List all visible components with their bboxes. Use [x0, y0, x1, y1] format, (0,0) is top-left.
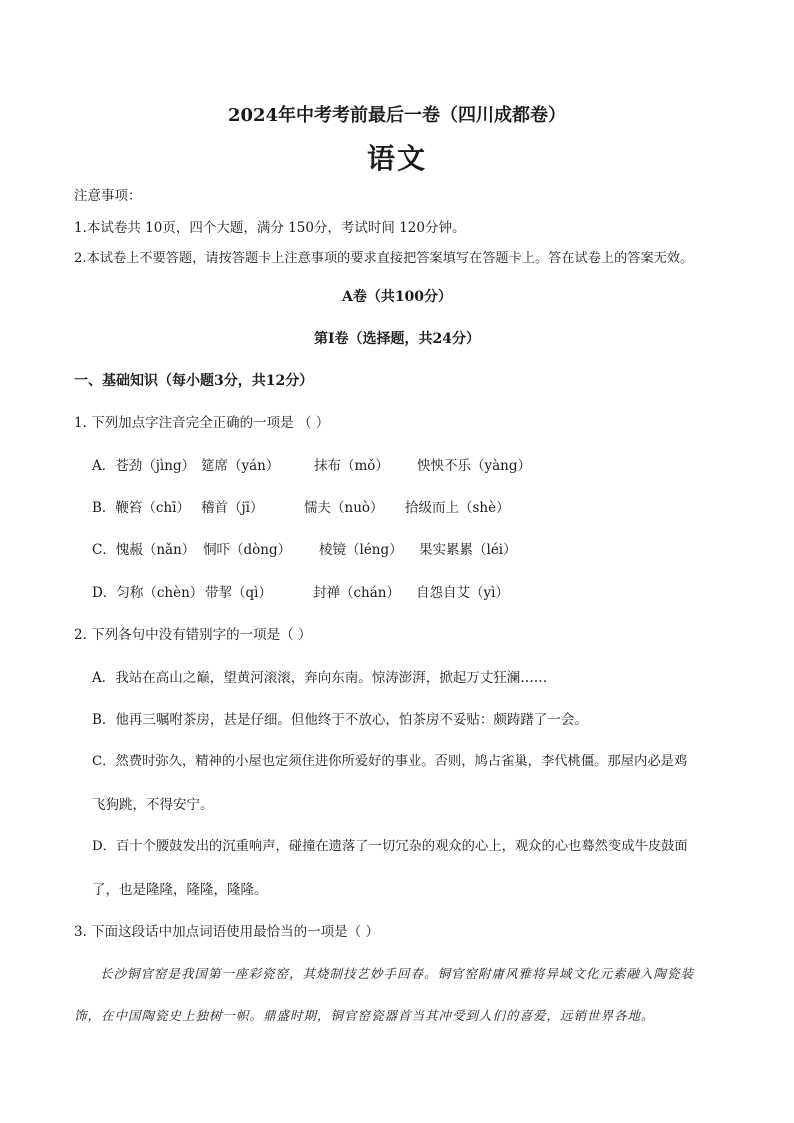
question-2-option-d-continued: 了，也是隆隆，隆隆，隆隆。: [92, 882, 268, 898]
option-word: C．愧赧（nǎn）: [92, 542, 196, 558]
option-word: 带挈（qì）: [205, 585, 272, 601]
question-3-passage-line: 长沙铜官窑是我国第一座彩瓷窑，其烧制技艺妙手回春。铜官窑附庸风雅将异域文化元素融入陶瓷装: [100, 966, 695, 981]
question-2-stem: 2. 下列各句中没有错别字的一项是（ ）: [74, 627, 312, 643]
option-word: 恫吓（dòng）: [203, 542, 292, 558]
option-word: 自怨自艾（yì）: [416, 585, 509, 601]
subject-title: 语文: [366, 142, 427, 175]
question-3-stem: 3. 下面这段话中加点词语使用最恰当的一项是（ ）: [74, 924, 379, 940]
option-word: 抹布（mǒ）: [314, 458, 389, 474]
part-one-heading: 第Ⅰ卷（选择题，共24分）: [313, 331, 481, 347]
question-2-option-c: C．然费时弥久，精神的小屋也定须住进你所爱好的事业。否则，鸠占雀巢，李代桃僵。那屋内必是鸡: [92, 754, 688, 769]
question-3-passage-line: 饰，在中国陶瓷史上独树一帜。鼎盛时期，铜官窑瓷器首当其冲受到人们的喜爱，远销世界各地。: [74, 1008, 655, 1023]
notice-item: 1.本试卷共 10页，四个大题，满分 150分，考试时间 120分钟。: [74, 220, 466, 236]
question-2-option-a: A．我站在高山之巅，望黄河滚滚，奔向东南。惊涛澎湃，掀起万丈狂澜……: [92, 670, 548, 686]
option-word: 棱镜（léng）: [319, 542, 403, 558]
exam-title: 2024年中考考前最后一卷（四川成都卷）: [227, 105, 567, 126]
option-word: 懦夫（nuò）: [304, 500, 384, 516]
notice-item: 2.本试卷上不要答题，请按答题卡上注意事项的要求直接把答案填写在答题卡上。答在试卷上的答案无效。: [74, 251, 694, 266]
question-2-option-d: D．百十个腰鼓发出的沉重响声，碰撞在遗落了一切冗杂的观众的心上，观众的心也蓦然变成牛皮鼓面: [92, 839, 688, 854]
option-word: 封禅（chán）: [313, 585, 400, 601]
option-word: A．苍劲（jìng）: [92, 458, 196, 474]
volume-a-heading: A卷（共100分）: [341, 289, 453, 305]
question-2-option-c-continued: 飞狗跳，不得安宁。: [92, 797, 214, 813]
option-word: D．匀称（chèn）: [92, 585, 204, 601]
question-1-stem: 1. 下列加点字注音完全正确的一项是 （ ）: [74, 415, 330, 431]
option-word: B．鞭笞（chī）: [92, 500, 190, 516]
option-word: 筵席（yán）: [201, 458, 280, 474]
option-word: 果实累累（léi）: [419, 542, 517, 558]
question-2-option-b: B．他再三嘱咐茶房，甚是仔细。但他终于不放心，怕茶房不妥贴：颇踌躇了一会。: [92, 712, 588, 728]
notice-heading: 注意事项：: [74, 188, 142, 204]
option-word: 稽首（jī）: [201, 500, 264, 516]
section-one-heading: 一、基础知识（每小题3分，共12分）: [74, 373, 314, 389]
option-word: 怏怏不乐（yàng）: [417, 458, 532, 474]
option-word: 拾级而上（shè）: [405, 500, 510, 516]
